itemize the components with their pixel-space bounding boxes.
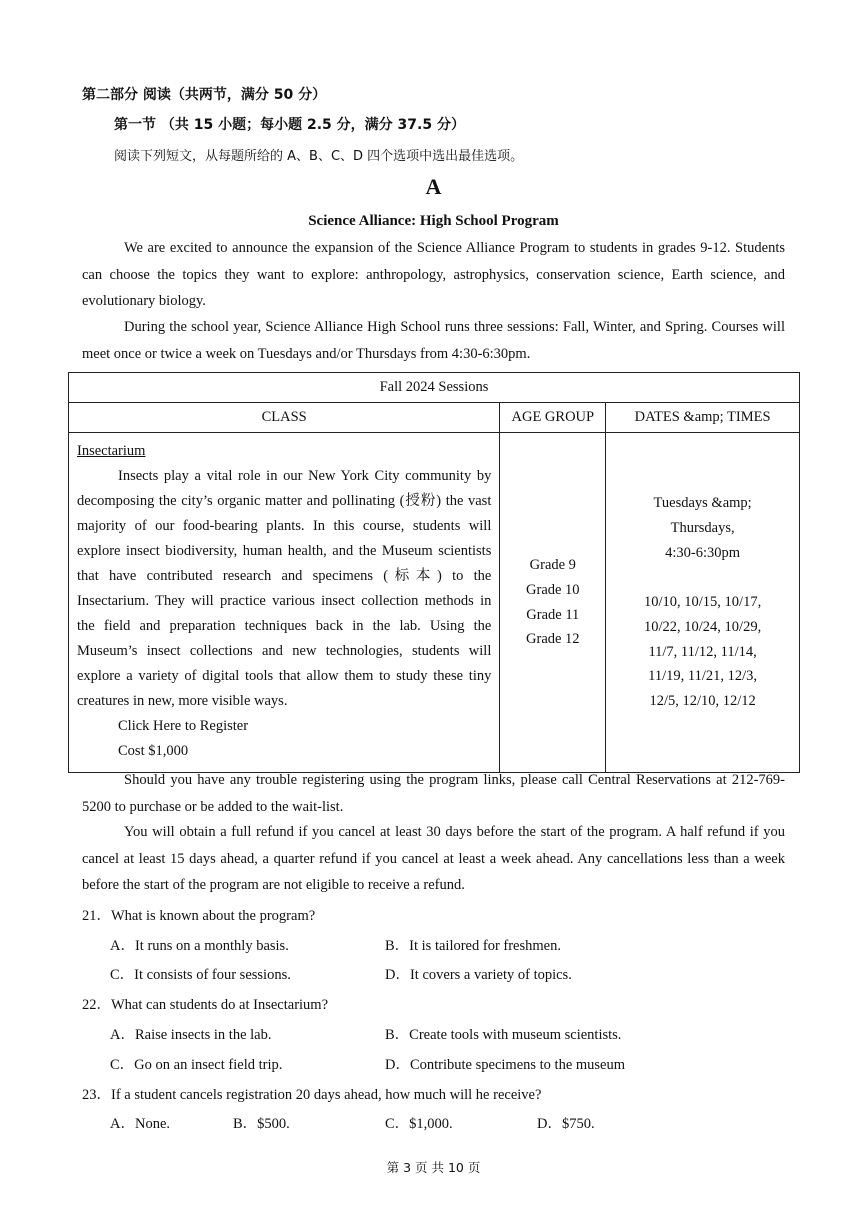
passage-letter: A: [425, 174, 442, 199]
grade-11: Grade 11: [526, 606, 580, 623]
option-21c[interactable]: C．It consists of four sessions.: [110, 967, 291, 983]
option-22d[interactable]: D．Contribute specimens to the museum: [385, 1057, 626, 1073]
paragraph-refund: You will obtain a full refund if you cancel at least 30 days before the start of the program. A half refund if you cancel at least 15 days ahead, a quarter refund if you cancel at least a week ahead. Any cancellations less than a week before the start of the program are not eligible to receive a refund.: [82, 824, 785, 893]
instruction: 阅读下列短文，从每题所给的 A、B、C、D 四个选项中选出最佳选项。: [114, 149, 524, 164]
option-21b[interactable]: B．It is tailored for freshmen.: [385, 938, 561, 954]
dates-line: 10/10, 10/15, 10/17,: [644, 594, 762, 611]
header-class: CLASS: [69, 403, 500, 433]
passage-title: Science Alliance: High School Program: [308, 213, 559, 229]
page-number: 第 3 页 共 10 页: [386, 1160, 481, 1175]
table-row: [69, 433, 800, 773]
option-22c[interactable]: C．Go on an insect field trip.: [110, 1057, 283, 1073]
dates-line: 11/19, 11/21, 12/3,: [648, 668, 758, 685]
grade-10: Grade 10: [526, 581, 580, 598]
age-group-cell: [500, 433, 606, 773]
dates-line: 11/7, 11/12, 11/14,: [648, 643, 757, 660]
dates-cell: [606, 433, 800, 773]
option-22b[interactable]: B．Create tools with museum scientists.: [385, 1027, 622, 1043]
paragraph-intro: We are excited to announce the expansion of the Science Alliance Program to students in grades 9-12. Students can choose the topics they want to explore: anthropology, astrophysics, conservation science, Earth science, and evolutionary biology.: [82, 240, 785, 309]
section-subtitle: 第一节 （共 15 小题；每小题 2.5 分，满分 37.5 分）: [114, 117, 465, 133]
part-title: 第二部分 阅读（共两节，满分 50 分）: [82, 87, 327, 103]
option-23b[interactable]: B．$500.: [233, 1116, 290, 1132]
option-21d[interactable]: D．It covers a variety of topics.: [385, 967, 572, 983]
question-21: 21．What is known about the program?: [82, 908, 316, 924]
grade-12: Grade 12: [526, 631, 580, 648]
paragraph-sessions: During the school year, Science Alliance High School runs three sessions: Fall, Winter, and Spring. Courses will meet once or twice a week on Tuesdays and/or Thursdays from 4:30-6:30pm.: [82, 319, 785, 362]
question-22: 22．What can students do at Insectarium?: [82, 997, 329, 1013]
grade-9: Grade 9: [529, 557, 576, 574]
days-line-1: Tuesdays &amp;: [653, 495, 752, 512]
class-cell: [69, 433, 500, 773]
option-21a[interactable]: A．It runs on a monthly basis.: [110, 938, 289, 954]
class-description: Insects play a vital role in our New York City community by decomposing the city’s organic matter and pollinating (授粉) the vast majority of our food-bearing plants. In this course, students will explore insect biodiversity, human health, and the Museum scientists that have contributed research and specimens (标本) to the Insectarium. They will practice various insect collection methods in the field and preparation techniques back in the lab. Using the Museum’s insect collections and new technologies, students will explore a variety of digital tools that allow them to study these tiny creatures in new, more visible ways.: [77, 468, 492, 709]
option-23c[interactable]: C．$1,000.: [385, 1116, 453, 1132]
class-cost: Cost $1,000: [118, 743, 189, 759]
dates-line: 12/5, 12/10, 12/12: [649, 692, 756, 709]
option-23d[interactable]: D．$750.: [537, 1116, 595, 1132]
class-name: Insectarium: [77, 443, 146, 459]
table-title: Fall 2024 Sessions: [69, 373, 800, 403]
register-link[interactable]: Click Here to Register: [118, 718, 249, 734]
dates-line: 10/22, 10/24, 10/29,: [644, 618, 762, 635]
header-age-group: AGE GROUP: [500, 403, 606, 433]
session-time: 4:30-6:30pm: [665, 544, 741, 561]
option-23a[interactable]: A．None.: [110, 1116, 171, 1132]
option-22a[interactable]: A．Raise insects in the lab.: [110, 1027, 272, 1043]
question-23: 23．If a student cancels registration 20 days ahead, how much will he receive?: [82, 1087, 542, 1103]
days-line-2: Thursdays,: [670, 520, 735, 537]
header-dates-times: DATES &amp; TIMES: [606, 403, 800, 433]
paragraph-registration: Should you have any trouble registering using the program links, please call Central Reservations at 212-769-5200 to purchase or be added to the wait-list.: [82, 772, 785, 815]
sessions-table: [68, 372, 800, 773]
